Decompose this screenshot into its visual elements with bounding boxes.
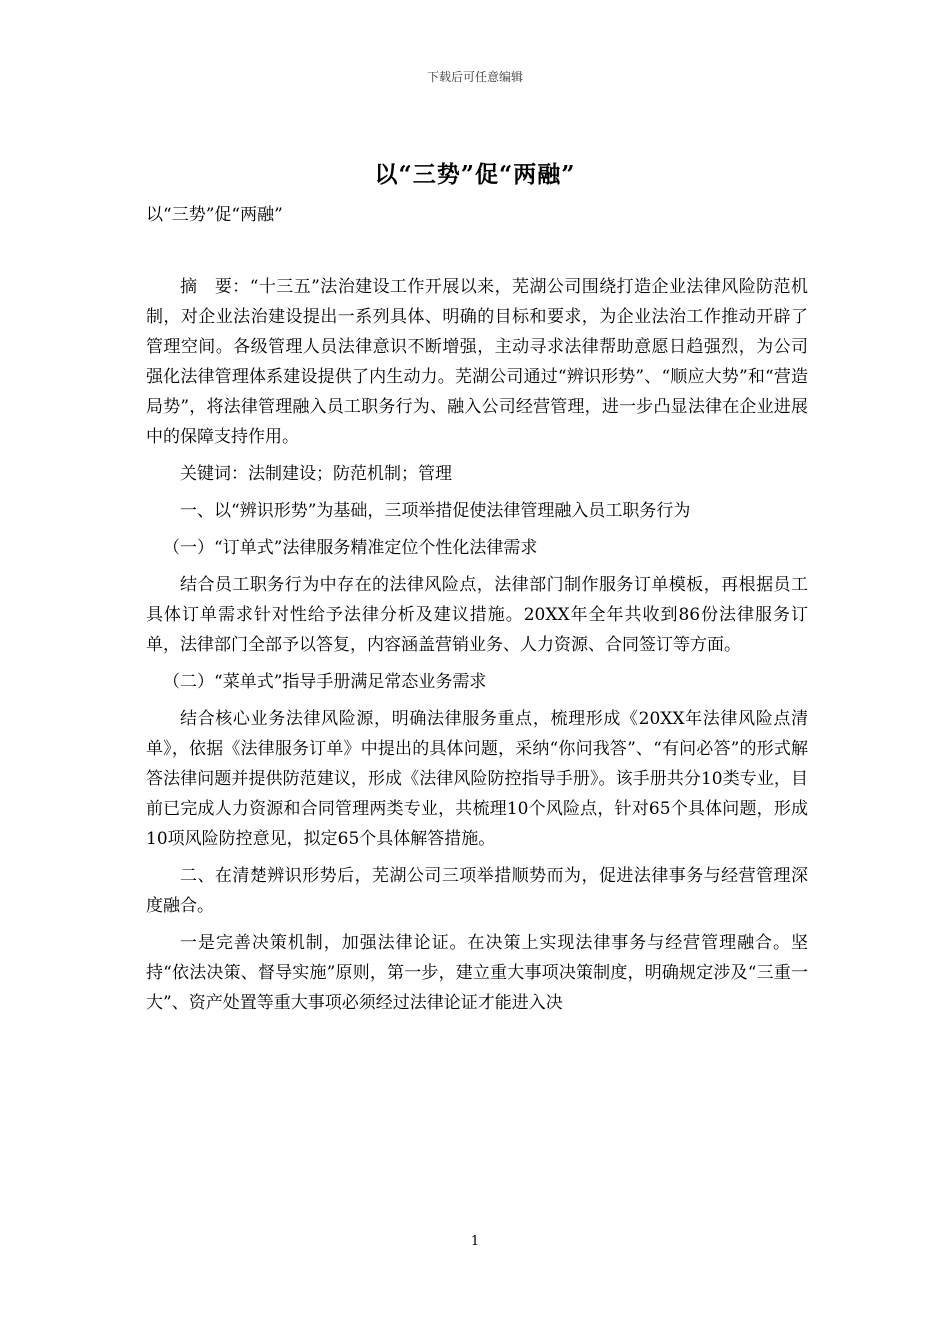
page-number: 1	[470, 1234, 480, 1249]
abstract-paragraph: 摘 要：“十三五”法治建设工作开展以来，芜湖公司围绕打造企业法律风险防范机制，对企业法治建设提出一系列具体、明确的目标和要求，为企业法治工作推动开辟了管理空间。各级管理人员法律意识不断增强，主动寻求法律帮助意愿日趋强烈，为公司强化法律管理体系建设提供了内生动力。芜湖公司通过“辨识形势”、“顺应大势”和“营造局势”，将法律管理融入员工职务行为、融入公司经营管理，进一步凸显法律在企业进展中的保障支持作用。	[146, 277, 808, 447]
document-subtitle: 以“三势”促“两融”	[146, 205, 283, 225]
header-note: 下载后可任意编辑	[426, 70, 523, 84]
document-body	[146, 272, 808, 1025]
body-paragraph: 一是完善决策机制，加强法律论证。在决策上实现法律事务与经营管理融合。坚持“依法决策、督导实施”原则，第一步，建立重大事项决策制度，明确规定涉及“三重一大”、资产处置等重大事项必须经过法律论证才能进入决	[146, 933, 808, 1013]
section-heading-1: 一、以“辨识形势”为基础，三项举措促使法律管理融入员工职务行为	[180, 501, 691, 521]
keywords-paragraph: 关键词：法制建设；防范机制；管理	[180, 464, 452, 484]
subsection-heading-1-1: （一）“订单式”法律服务精准定位个性化法律需求	[163, 538, 538, 558]
subsection-heading-1-2: （二）“菜单式”指导手册满足常态业务需求	[163, 672, 487, 692]
section-heading-2: 二、在清楚辨识形势后，芜湖公司三项举措顺势而为，促进法律事务与经营管理深度融合。	[146, 866, 808, 916]
body-paragraph: 结合员工职务行为中存在的法律风险点，法律部门制作服务订单模板，再根据员工具体订单需求针对性给予法律分析及建议措施。20XX年全年共收到86份法律服务订单，法律部门全部予以答复，内容涵盖营销业务、人力资源、合同签订等方面。	[146, 575, 808, 655]
document-title: 以“三势”促“两融”	[374, 161, 576, 188]
body-paragraph: 结合核心业务法律风险源，明确法律服务重点，梳理形成《20XX年法律风险点清单》，依据《法律服务订单》中提出的具体问题，采纳“你问我答”、“有问必答”的形式解答法律问题并提供防范建议，形成《法律风险防控指导手册》。该手册共分10类专业，目前已完成人力资源和合同管理两类专业，共梳理10个风险点，针对65个具体问题，形成10项风险防控意见，拟定65个具体解答措施。	[146, 709, 808, 849]
